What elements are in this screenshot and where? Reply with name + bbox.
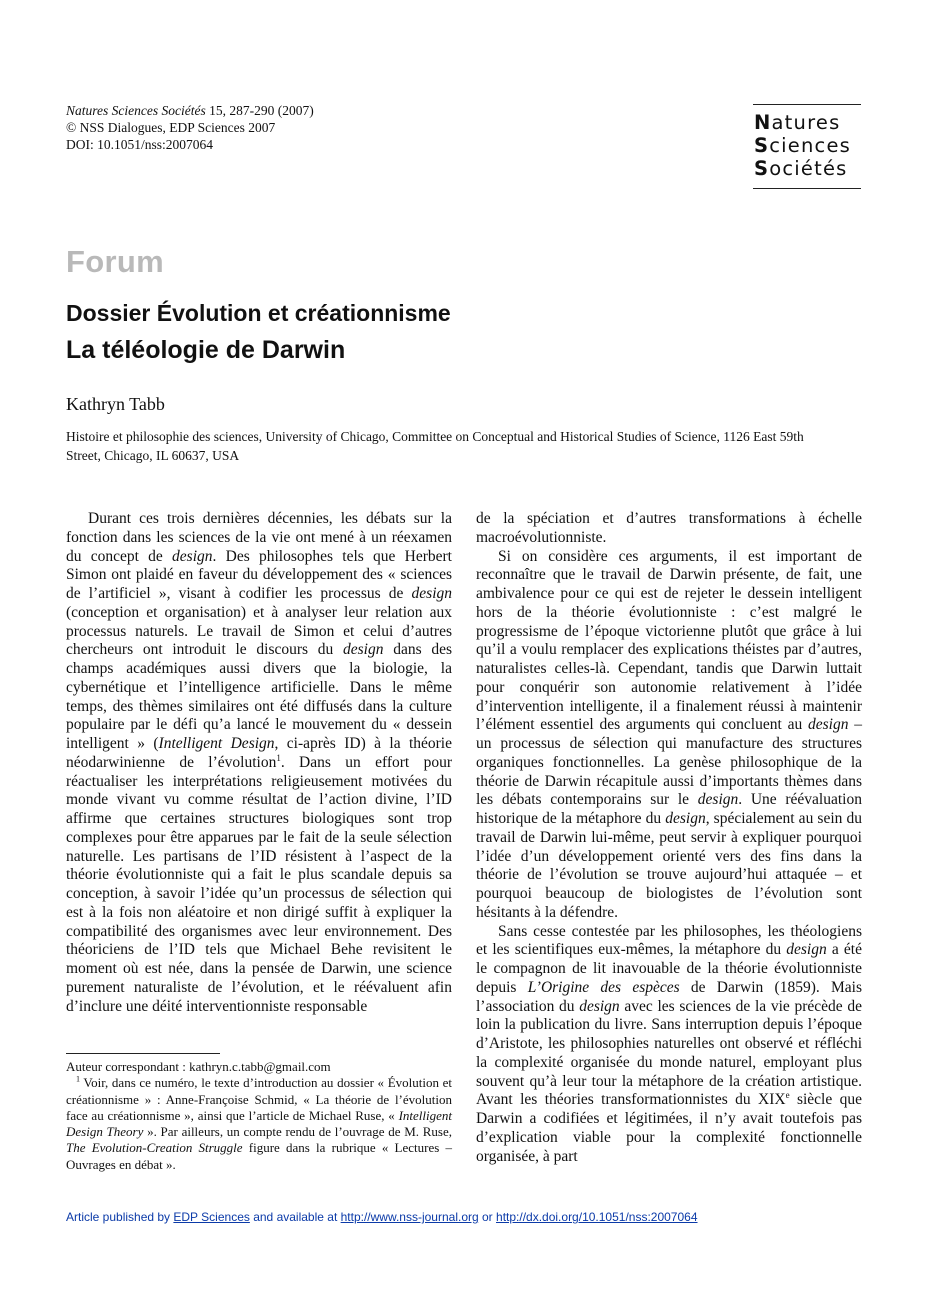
doi-line: DOI: 10.1051/nss:2007064 bbox=[66, 137, 214, 152]
paragraph-1: Durant ces trois dernières décennies, les débats sur la fonction dans les sciences de la vie ont mené à un réexamen du concept de design. Des philosophes tels que Herbert Simon ont plaidé en faveur du développement des « sciences de l’artificiel », visant à codifier les processus de design (conception et organisation) et à analyser leur relation aux processus naturels. Le travail de Simon et celui d’autres chercheurs ont introduit le discours du design dans des champs académiques aussi divers que la biologie, la cybernétique et l’intelligence artificielle. Dans le même temps, des thèmes similaires ont été diffusés dans la culture populaire par le défi qu’a lancé le mouvement du « dessein intelligent » (Intelligent Design, ci-après ID) à la théorie néodarwinienne de l’évolution$^1$. Dans un effort pour réactualiser les interprétations religieusement motivées du monde vivant vu comme résultat de l’action divine, l’ID affirme que certaines structures biologiques sont trop complexes pour être apparues par le fait de la seule sélection naturelle. Les partisans de l’ID résistent à l’aspect de la théorie évolutionniste qui a fait le plus scandale depuis sa conception, à savoir l’idée qu’un processus de sélection qui est à la fois non aléatoire et non dirigé suffit à expliquer la compatibilité des organismes avec leur environnement. Des théoriciens de l’ID tels que Michael Behe revisitent le moment où est née, dans la pensée de Darwin, une science purement naturaliste de l’évolution, et le réévaluent afin d’inclure une déité interventionniste responsable bbox=[66, 510, 453, 1015]
doi-link[interactable]: http://dx.doi.org/10.1051/nss:2007064 bbox=[496, 1210, 698, 1224]
footnotes bbox=[66, 1059, 452, 1173]
author-name: Kathryn Tabb bbox=[66, 394, 165, 414]
citation-block bbox=[66, 102, 314, 153]
copyright-line: © NSS Dialogues, EDP Sciences 2007 bbox=[66, 120, 276, 135]
section-heading: Forum bbox=[66, 244, 164, 279]
dossier-title: Dossier Évolution et créationnisme bbox=[66, 300, 451, 326]
volume-pages: 15, 287-290 (2007) bbox=[205, 103, 314, 118]
author-affiliation: Histoire et philosophie des sciences, University of Chicago, Committee on Conceptual and Historical Studies of Science, 1126 East 59th Street, Chicago, IL 60637, USA bbox=[66, 429, 804, 463]
paragraph-3: Sans cesse contestée par les philosophes, les théologiens et les scientifiques eux-mêmes, la métaphore du design a été le compagnon de lit inavouable de la théorie évolutionniste depuis L’Origine des espèces de Darwin (1859). Mais l’association du design avec les sciences de la vie précède de loin la publication du livre. Sans interruption depuis l’époque d’Aristote, les philosophies naturelles ont observé et réfléchi la complexité organisée du monde naturel, employant plus souvent qu’à leur tour la métaphore de la création artistique. Avant les théories transformationnistes du XIXe siècle que Darwin a codifiées et légitimées, il n’y avait toutefois pas d’explication viable pour la complexité fonctionnelle organisée, à part bbox=[476, 922, 863, 1165]
logo-line-societes: Sociétés bbox=[754, 157, 848, 180]
journal-url-link[interactable]: http://www.nss-journal.org bbox=[340, 1210, 479, 1224]
logo-line-sciences: Sciences bbox=[754, 134, 852, 157]
corresponding-author-note: Auteur correspondant : kathryn.c.tabb@gmail.com bbox=[66, 1059, 331, 1074]
paragraph-1-continued: de la spéciation et d’autres transformations à échelle macroévolutionniste. bbox=[476, 510, 862, 546]
logo-line-natures: Natures bbox=[754, 111, 841, 134]
publication-line: Article published by EDP Sciences and available at http://www.nss-journal.org or http://dx.doi.org/10.1051/nss:2007064 bbox=[66, 1210, 698, 1224]
logo-words bbox=[753, 105, 861, 188]
footnote-1: $^1$ Voir, dans ce numéro, le texte d’introduction au dossier « Évolution et créationnisme » : Anne-Françoise Schmid, « La théorie de l’évolution face au créationnisme », ainsi que l’article de Michael Ruse, « Intelligent Design Theory ». Par ailleurs, un compte rendu de l’ouvrage de M. Ruse, The Evolution-Creation Struggle figure dans la rubrique « Lectures – Ouvrages en débat ». bbox=[66, 1074, 453, 1172]
journal-logo bbox=[753, 104, 861, 189]
footnote-ref-1[interactable]: 1 bbox=[276, 752, 281, 763]
paragraph-2: Si on considère ces arguments, il est important de reconnaître que le travail de Darwin présente, de fait, une ambivalence pour ce qui est de rejeter le dessein intelligent hors de la théorie évolutionniste : c’est malgré le progressisme de l’époque victorienne plutôt que grâce à lui qu’il a voulu remplacer des explications théistes par d’autres, naturalistes celles-là. Cependant, tandis que Darwin luttait pour conquérir son autonomie relativement à l’idée d’intervention intelligente, il a finalement réussi à maintenir l’élément essentiel des arguments qui concluent au design – un processus de sélection qui manufacture des structures organiques fonctionnelles. La genèse philosophique de la théorie de Darwin récapitule aussi d’importants thèmes dans les débats contemporains sur le design. Une réévaluation historique de la métaphore du design, spécialement au sein du travail de Darwin lui-même, peut servir à expliquer pourquoi l’idée d’un développement orienté vers des fins dans la théorie de l’évolution se trouve aujourd’hui attaquée – et pourquoi beaucoup de biologistes de l’évolution sont hésitants à la défendre. bbox=[476, 547, 862, 921]
footnote-rule bbox=[66, 1053, 220, 1054]
citation-journal-line bbox=[66, 102, 314, 119]
article-title: La téléologie de Darwin bbox=[66, 336, 346, 364]
publisher-link[interactable]: EDP Sciences bbox=[173, 1210, 250, 1224]
journal-name: Natures Sciences Sociétés bbox=[66, 103, 206, 118]
logo-bottom-rule bbox=[753, 188, 861, 189]
body-column-left bbox=[66, 510, 452, 1016]
body-column-right bbox=[476, 510, 862, 1166]
